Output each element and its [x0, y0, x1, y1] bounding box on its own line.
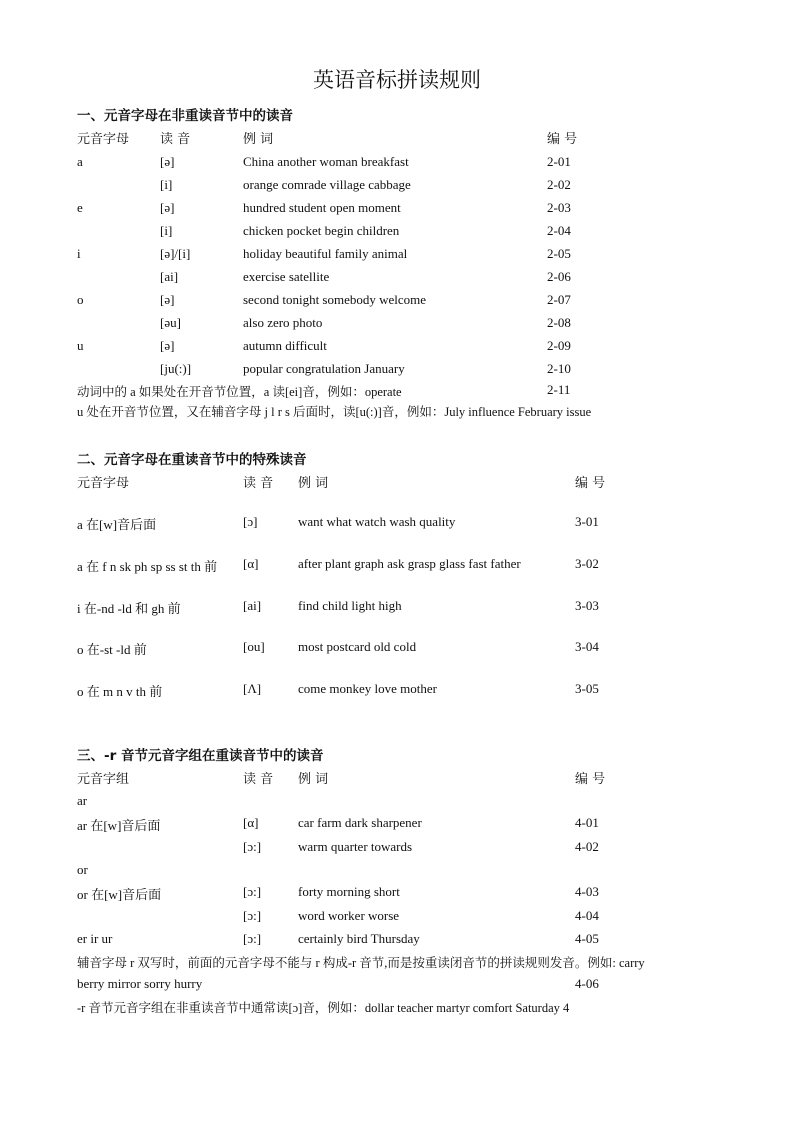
- s1-code: 2-07: [547, 292, 571, 307]
- s2-col-code: 编 号: [575, 476, 606, 491]
- s1-code: 2-06: [547, 269, 571, 284]
- s2-sound: [Λ]: [243, 681, 262, 696]
- s3-example: car farm dark sharpener: [298, 815, 422, 830]
- s1-example: orange comrade village cabbage: [243, 177, 411, 192]
- s2-col-sound: 读 音: [243, 476, 274, 491]
- s3-code: 4-02: [575, 839, 599, 854]
- s2-example: after plant graph ask grasp glass fast father: [298, 556, 521, 571]
- s2-letter: o 在-st -ld 前: [77, 642, 147, 657]
- s2-example: find child light high: [298, 598, 402, 613]
- s1-code: 2-10: [547, 361, 571, 376]
- s1-example: popular congratulation January: [243, 361, 405, 376]
- s3-sound: [ɔ:]: [243, 931, 262, 946]
- s3-note-double-r-examples: berry mirror sorry hurry: [77, 976, 203, 991]
- s2-letter: o 在 m n v th 前: [77, 684, 163, 699]
- s1-letter: a: [77, 154, 83, 169]
- s1-sound: [ai]: [160, 269, 179, 284]
- s3-sound: [ɔ:]: [243, 884, 262, 899]
- section-2-heading: 二、元音字母在重读音节中的特殊读音: [77, 452, 307, 468]
- s3-letter: er ir ur: [77, 931, 113, 946]
- s1-col-code: 编 号: [547, 132, 578, 147]
- s3-col-sound: 读 音: [243, 772, 274, 787]
- s1-note-code: 2-11: [547, 382, 571, 397]
- s1-letter: e: [77, 200, 83, 215]
- s2-col-example: 例 词: [298, 476, 329, 491]
- s1-example: also zero photo: [243, 315, 323, 330]
- section-1-heading: 一、元音字母在非重读音节中的读音: [77, 108, 293, 124]
- s1-sound: [ə]: [160, 338, 175, 353]
- s1-letter: i: [77, 246, 81, 261]
- s1-example: holiday beautiful family animal: [243, 246, 408, 261]
- s3-group-label: ar: [77, 793, 88, 808]
- s2-example: come monkey love mother: [298, 681, 437, 696]
- s2-letter: a 在[w]音后面: [77, 517, 157, 532]
- s3-note-double-r: 辅音字母 r 双写时，前面的元音字母不能与 r 构成-r 音节,而是按重读闭音节的拼读规则发音。例如: carry: [77, 956, 645, 970]
- s1-code: 2-02: [547, 177, 571, 192]
- s1-note-u: u 处在开音节位置，又在辅音字母 j l r s 后面时，读[u(:)]音，例如：July influence February issue: [77, 405, 592, 419]
- section-3-heading: 三、-r 音节元音字组在重读音节中的读音: [77, 748, 324, 764]
- s2-sound: [ou]: [243, 639, 265, 654]
- s1-code: 2-09: [547, 338, 571, 353]
- s2-code: 3-04: [575, 639, 599, 654]
- s3-letter: ar 在[w]音后面: [77, 818, 161, 833]
- s1-sound: [ə]: [160, 200, 175, 215]
- s2-example: want what watch wash quality: [298, 514, 456, 529]
- s1-example: autumn difficult: [243, 338, 327, 353]
- s2-code: 3-03: [575, 598, 599, 613]
- s1-example: hundred student open moment: [243, 200, 401, 215]
- s2-example: most postcard old cold: [298, 639, 417, 654]
- s3-col-example: 例 词: [298, 772, 329, 787]
- s1-note-verb-a: 动词中的 a 如果处在开音节位置，a 读[ei]音，例如：operate: [77, 385, 402, 399]
- s1-code: 2-08: [547, 315, 571, 330]
- s1-code: 2-05: [547, 246, 571, 261]
- s3-col-code: 编 号: [575, 772, 606, 787]
- s3-sound: [α]: [243, 815, 259, 830]
- s1-example: exercise satellite: [243, 269, 330, 284]
- s3-example: certainly bird Thursday: [298, 931, 420, 946]
- s3-letter: or 在[w]音后面: [77, 887, 162, 902]
- s1-code: 2-03: [547, 200, 571, 215]
- s2-code: 3-05: [575, 681, 599, 696]
- s1-col-letter: 元音字母: [77, 132, 130, 147]
- s3-col-group: 元音字组: [77, 772, 130, 787]
- s2-code: 3-01: [575, 514, 599, 529]
- s3-code: 4-04: [575, 908, 599, 923]
- s1-sound: [i]: [160, 177, 173, 192]
- s3-sound: [ɔ:]: [243, 908, 262, 923]
- s1-sound: [əu]: [160, 315, 181, 330]
- page-title: 英语音标拼读规则: [313, 68, 481, 92]
- s1-letter: o: [77, 292, 84, 307]
- s3-example: forty morning short: [298, 884, 400, 899]
- s3-code: 4-01: [575, 815, 599, 830]
- s1-code: 2-04: [547, 223, 571, 238]
- s1-col-example: 例 词: [243, 132, 274, 147]
- s3-code: 4-03: [575, 884, 599, 899]
- s3-example: warm quarter towards: [298, 839, 413, 854]
- s1-example: second tonight somebody welcome: [243, 292, 427, 307]
- s3-note-unstressed: -r 音节元音字组在非重读音节中通常读[ɔ]音，例如：dollar teacher martyr comfort Saturday 4: [77, 1001, 570, 1015]
- s1-col-sound: 读 音: [160, 132, 191, 147]
- s2-sound: [α]: [243, 556, 259, 571]
- s2-code: 3-02: [575, 556, 599, 571]
- s2-sound: [ɔ]: [243, 514, 258, 529]
- s1-example: China another woman breakfast: [243, 154, 409, 169]
- s1-sound: [ju(:)]: [160, 361, 192, 376]
- s1-sound: [i]: [160, 223, 173, 238]
- s3-example: word worker worse: [298, 908, 400, 923]
- s2-letter: i 在-nd -ld 和 gh 前: [77, 601, 181, 616]
- s1-letter: u: [77, 338, 84, 353]
- s1-sound: [ə]: [160, 154, 175, 169]
- s3-group-label: or: [77, 862, 88, 877]
- s3-code: 4-05: [575, 931, 599, 946]
- s1-code: 2-01: [547, 154, 571, 169]
- s3-note-code: 4-06: [575, 976, 599, 991]
- s2-sound: [ai]: [243, 598, 262, 613]
- s3-sound: [ɔ:]: [243, 839, 262, 854]
- s2-col-letter: 元音字母: [77, 476, 130, 491]
- s1-sound: [ə]/[i]: [160, 246, 191, 261]
- s2-letter: a 在 f n sk ph sp ss st th 前: [77, 559, 218, 574]
- s1-sound: [ə]: [160, 292, 175, 307]
- s1-example: chicken pocket begin children: [243, 223, 400, 238]
